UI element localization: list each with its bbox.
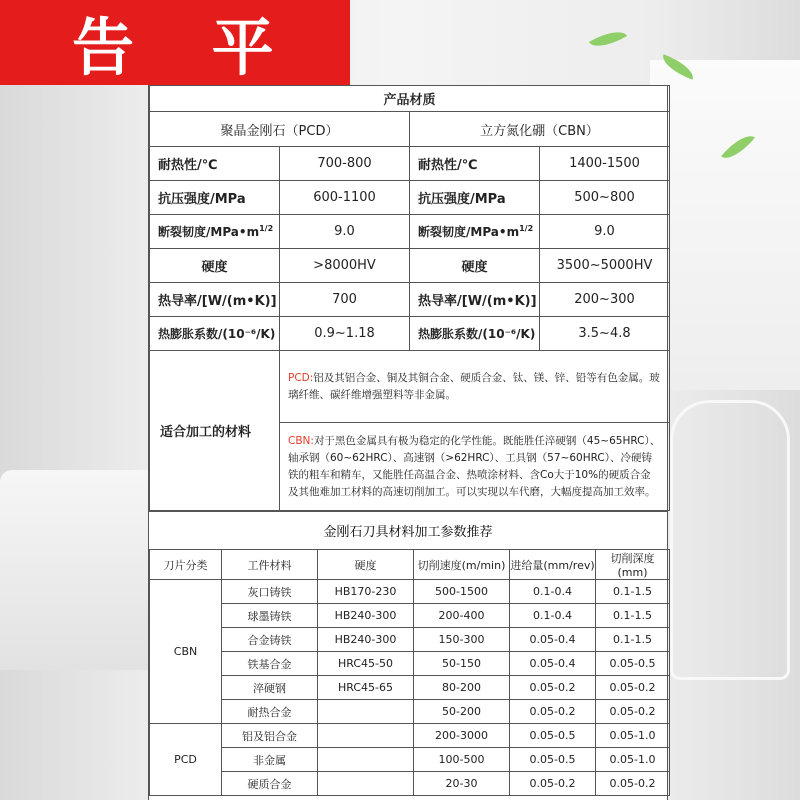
brand-banner	[0, 0, 350, 85]
table-cell: HB170-230	[318, 580, 414, 604]
table-cell: 0.05-0.4	[510, 652, 596, 676]
row-value: 9.0	[540, 215, 670, 249]
params-table-title: 金刚石刀具材料加工参数推荐	[149, 511, 667, 549]
row-value: 3500~5000HV	[540, 249, 670, 283]
table-cell: 0.05-0.5	[510, 748, 596, 772]
table-row	[150, 772, 670, 796]
row-value: 1400-1500	[540, 147, 670, 181]
params-table-header-row	[150, 550, 670, 580]
table-row	[150, 748, 670, 772]
table-cell: 0.05-0.5	[596, 652, 670, 676]
row-label: 硬度	[150, 249, 280, 283]
table-cell	[318, 772, 414, 796]
table-row	[150, 215, 670, 249]
row-value: 500~800	[540, 181, 670, 215]
background-window	[650, 60, 800, 390]
row-label: 抗压强度/MPa	[150, 181, 280, 215]
table-cell: 0.1-0.4	[510, 580, 596, 604]
table-row	[150, 181, 670, 215]
row-label-text: 断裂韧度/MPa•m	[158, 225, 260, 239]
row-label: 热导率/[W/(m•K)]	[410, 283, 540, 317]
params-table	[149, 549, 670, 796]
table-row	[150, 317, 670, 351]
insert-category-cell: CBN	[150, 580, 222, 724]
cbn-tag: CBN:	[288, 434, 314, 447]
table-cell: 非金属	[222, 748, 318, 772]
row-value: 700	[280, 283, 410, 317]
table-cell: HB240-300	[318, 628, 414, 652]
table-cell	[318, 748, 414, 772]
table-cell: 500-1500	[414, 580, 510, 604]
pcd-text: 铝及其铝合金、铜及其铜合金、硬质合金、钛、镁、锌、铅等有色金属。玻璃纤维、碳纤维增强塑料等非金属。	[288, 371, 660, 401]
column-header: 工件材料	[222, 550, 318, 580]
table-cell: 0.05-0.4	[510, 628, 596, 652]
background-sofa	[0, 470, 150, 670]
insert-category-cell: PCD	[150, 724, 222, 796]
table-cell: 0.1-1.5	[596, 628, 670, 652]
table-cell: 灰口铸铁	[222, 580, 318, 604]
table-row	[150, 652, 670, 676]
suitable-cbn-cell	[280, 423, 670, 511]
suitable-materials-row	[150, 351, 670, 423]
pcd-tag: PCD:	[288, 371, 314, 384]
table-cell: 铝及铝合金	[222, 724, 318, 748]
table-cell: 0.05-0.2	[596, 676, 670, 700]
table-row	[150, 283, 670, 317]
row-value: >8000HV	[280, 249, 410, 283]
table-cell: 0.05-0.2	[596, 700, 670, 724]
table-cell: 0.1-1.5	[596, 604, 670, 628]
row-label: 耐热性/℃	[410, 147, 540, 181]
row-value: 200~300	[540, 283, 670, 317]
table-cell	[318, 700, 414, 724]
table-cell: 0.05-1.0	[596, 724, 670, 748]
row-value: 9.0	[280, 215, 410, 249]
row-label: 耐热性/℃	[150, 147, 280, 181]
table-cell: 合金铸铁	[222, 628, 318, 652]
table-cell: 80-200	[414, 676, 510, 700]
table-cell: 50-150	[414, 652, 510, 676]
table-cell	[318, 724, 414, 748]
table-cell: HRC45-50	[318, 652, 414, 676]
table-row	[150, 700, 670, 724]
table-cell: HB240-300	[318, 604, 414, 628]
brand-name: 告 平	[72, 11, 302, 84]
column-pcd-header: 聚晶金刚石（PCD）	[150, 112, 410, 147]
background-chair	[670, 400, 790, 680]
table-row	[150, 676, 670, 700]
row-label: 抗压强度/MPa	[410, 181, 540, 215]
row-label: 硬度	[410, 249, 540, 283]
row-label: 热膨胀系数/(10⁻⁶/K)	[410, 317, 540, 351]
row-label-text: 断裂韧度/MPa•m	[418, 225, 520, 239]
row-label: 热膨胀系数/(10⁻⁶/K)	[150, 317, 280, 351]
table-cell: 20-30	[414, 772, 510, 796]
row-label	[410, 215, 540, 249]
table-cell: 0.05-0.2	[510, 772, 596, 796]
row-value: 3.5~4.8	[540, 317, 670, 351]
table-cell: 200-3000	[414, 724, 510, 748]
table-cell: 耐热合金	[222, 700, 318, 724]
row-value: 0.9~1.18	[280, 317, 410, 351]
row-label-sup: 1/2	[519, 224, 534, 233]
table-row	[150, 724, 670, 748]
table-cell: 铁基合金	[222, 652, 318, 676]
table-cell: 淬硬钢	[222, 676, 318, 700]
table-cell: 0.1-0.4	[510, 604, 596, 628]
column-header: 硬度	[318, 550, 414, 580]
suitable-pcd-cell	[280, 351, 670, 423]
row-label: 热导率/[W/(m•K)]	[150, 283, 280, 317]
suitable-materials-label: 适合加工的材料	[150, 351, 280, 511]
table-cell: 0.1-1.5	[596, 580, 670, 604]
table-row	[150, 628, 670, 652]
column-header: 切削速度(m/min)	[414, 550, 510, 580]
table-cell: 200-400	[414, 604, 510, 628]
table-row	[150, 249, 670, 283]
row-label-sup: 1/2	[259, 224, 274, 233]
material-table	[149, 85, 670, 511]
column-cbn-header: 立方氮化硼（CBN）	[410, 112, 670, 147]
cbn-text: 对于黑色金属具有极为稳定的化学性能。既能胜任淬硬钢（45~65HRC）、轴承钢（60~62HRC）、高速钢（>62HRC）、工具钢（57~60HRC）、冷硬铸铁的粗车和精车，又能胜任高温合金、热喷涂材料、含Co大于10%的硬质合金及其他难加工材料的高速切削加工。可以实现以车代磨，大幅度提高加工效率。	[288, 434, 661, 498]
column-header: 切削深度(mm)	[596, 550, 670, 580]
table-cell: 硬质合金	[222, 772, 318, 796]
table-cell: 0.05-0.2	[510, 700, 596, 724]
table-cell: 100-500	[414, 748, 510, 772]
table-cell: 0.05-0.2	[510, 676, 596, 700]
table-cell: 150-300	[414, 628, 510, 652]
table-row	[150, 604, 670, 628]
table-cell: 0.05-0.5	[510, 724, 596, 748]
table-cell: 球墨铸铁	[222, 604, 318, 628]
column-header: 刀片分类	[150, 550, 222, 580]
table-row	[150, 580, 670, 604]
table-cell: 0.05-1.0	[596, 748, 670, 772]
spec-sheet	[148, 85, 668, 800]
table-cell: HRC45-65	[318, 676, 414, 700]
row-value: 700-800	[280, 147, 410, 181]
table-cell: 0.05-0.2	[596, 772, 670, 796]
row-value: 600-1100	[280, 181, 410, 215]
column-header: 进给量(mm/rev)	[510, 550, 596, 580]
material-table-title: 产品材质	[150, 86, 670, 112]
row-label	[150, 215, 280, 249]
table-row	[150, 147, 670, 181]
leaf-icon	[589, 24, 627, 54]
table-cell: 50-200	[414, 700, 510, 724]
